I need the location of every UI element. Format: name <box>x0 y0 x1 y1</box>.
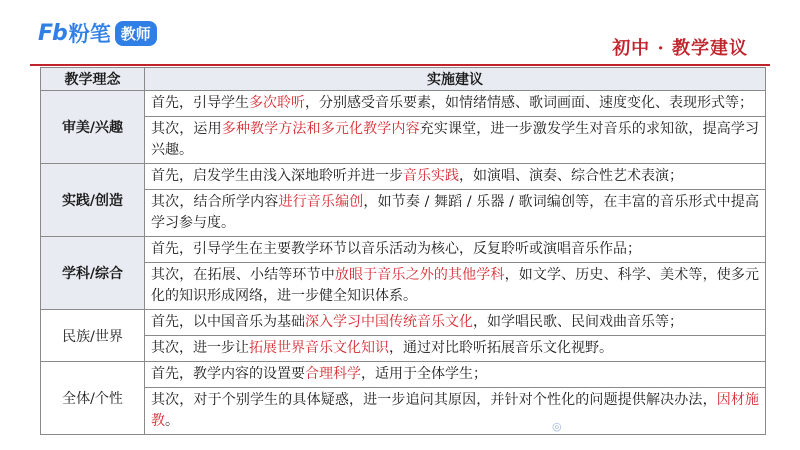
title-divider <box>30 64 770 66</box>
logo-mark: Fb <box>38 20 67 46</box>
concept-cell: 学科/综合 <box>41 237 145 310</box>
suggestion-text: 其次，运用 <box>151 121 222 137</box>
concept-cell: 实践/创造 <box>41 164 145 237</box>
highlighted-text: 音乐实践 <box>403 168 459 184</box>
suggestion-text: 首先，启发学生由浅入深地聆听并进一步 <box>151 168 403 184</box>
suggestion-cell <box>145 237 766 263</box>
highlighted-text: 多次聆听 <box>249 95 305 111</box>
suggestion-text: 。 <box>165 413 179 429</box>
highlighted-text: 多种教学方法和多元化教学内容 <box>221 121 420 137</box>
suggestion-text: ，通过对比聆听拓展音乐文化视野。 <box>389 340 613 356</box>
suggestion-cell <box>145 190 766 237</box>
suggestion-cell <box>145 388 766 435</box>
suggestion-text: 其次，进一步让 <box>151 340 249 356</box>
brand-logo <box>38 18 157 48</box>
suggestion-text: 充实课堂，进一步激发学生对音乐的求知欲，提高学习兴趣。 <box>151 121 760 158</box>
suggestion-cell <box>145 362 766 388</box>
suggestion-text: 其次，结合所学内容 <box>151 194 279 210</box>
concept-cell: 全体/个性 <box>41 362 145 435</box>
header-concept: 教学理念 <box>41 68 145 91</box>
logo-brand-text: 粉笔 <box>68 22 111 46</box>
table-header-row <box>41 68 766 91</box>
highlighted-text: 进行音乐编创 <box>278 194 364 210</box>
highlighted-text: 合理科学 <box>305 366 361 382</box>
highlighted-text: 因材施教 <box>151 392 760 429</box>
header-suggestion: 实施建议 <box>145 68 766 91</box>
table-row <box>41 362 766 388</box>
highlighted-text: 深入学习中国传统音乐文化 <box>305 314 473 330</box>
suggestion-cell <box>145 117 766 164</box>
suggestion-text: 首先，引导学生 <box>151 95 249 111</box>
suggestion-cell <box>145 164 766 190</box>
suggestion-text: ，如演唱、演奏、综合性艺术表演； <box>459 168 683 184</box>
table-body <box>41 91 766 435</box>
table-row <box>41 164 766 190</box>
table-row <box>41 91 766 117</box>
suggestion-cell <box>145 310 766 336</box>
suggestion-text: ，如文学、历史、科学、美术等，使多元化的知识形成网络，进一步健全知识体系。 <box>151 267 760 304</box>
highlighted-text: 放眼于音乐之外的其他学科 <box>334 267 505 283</box>
suggestion-text: ，如学唱民歌、民间戏曲音乐等； <box>473 314 683 330</box>
section-title: 初中 · 教学建议 <box>612 38 748 59</box>
table-row <box>41 263 766 310</box>
suggestion-text: 其次，在拓展、小结等环节中 <box>151 267 335 283</box>
table-row <box>41 310 766 336</box>
logo-badge: 教师 <box>115 21 157 46</box>
suggestion-text: ，适用于全体学生； <box>361 366 487 382</box>
corner-decoration: ◎ <box>552 420 562 433</box>
suggestion-cell <box>145 336 766 362</box>
concept-cell: 审美/兴趣 <box>41 91 145 164</box>
suggestion-text: ，如节奏 / 舞蹈 / 乐器 / 歌词编创等，在丰富的音乐形式中提高学习参与度。 <box>151 194 760 231</box>
suggestion-text: 首先，教学内容的设置要 <box>151 366 305 382</box>
suggestion-text: 首先，以中国音乐为基础 <box>151 314 305 330</box>
suggestion-cell <box>145 91 766 117</box>
suggestion-text: ，分别感受音乐要素，如情绪情感、歌词画面、速度变化、表现形式等； <box>305 95 753 111</box>
table-row <box>41 117 766 164</box>
table-row <box>41 336 766 362</box>
teaching-suggestion-table <box>40 67 766 435</box>
concept-cell: 民族/世界 <box>41 310 145 362</box>
suggestion-text: 其次，对于个别学生的具体疑惑，进一步追问其原因，并针对个性化的问题提供解决办法， <box>151 392 717 408</box>
suggestion-cell <box>145 263 766 310</box>
table-row <box>41 190 766 237</box>
table-row <box>41 237 766 263</box>
highlighted-text: 拓展世界音乐文化知识 <box>249 340 389 356</box>
suggestion-text: 首先，引导学生在主要教学环节以音乐活动为核心，反复聆听或演唱音乐作品； <box>151 241 641 257</box>
table-row <box>41 388 766 435</box>
